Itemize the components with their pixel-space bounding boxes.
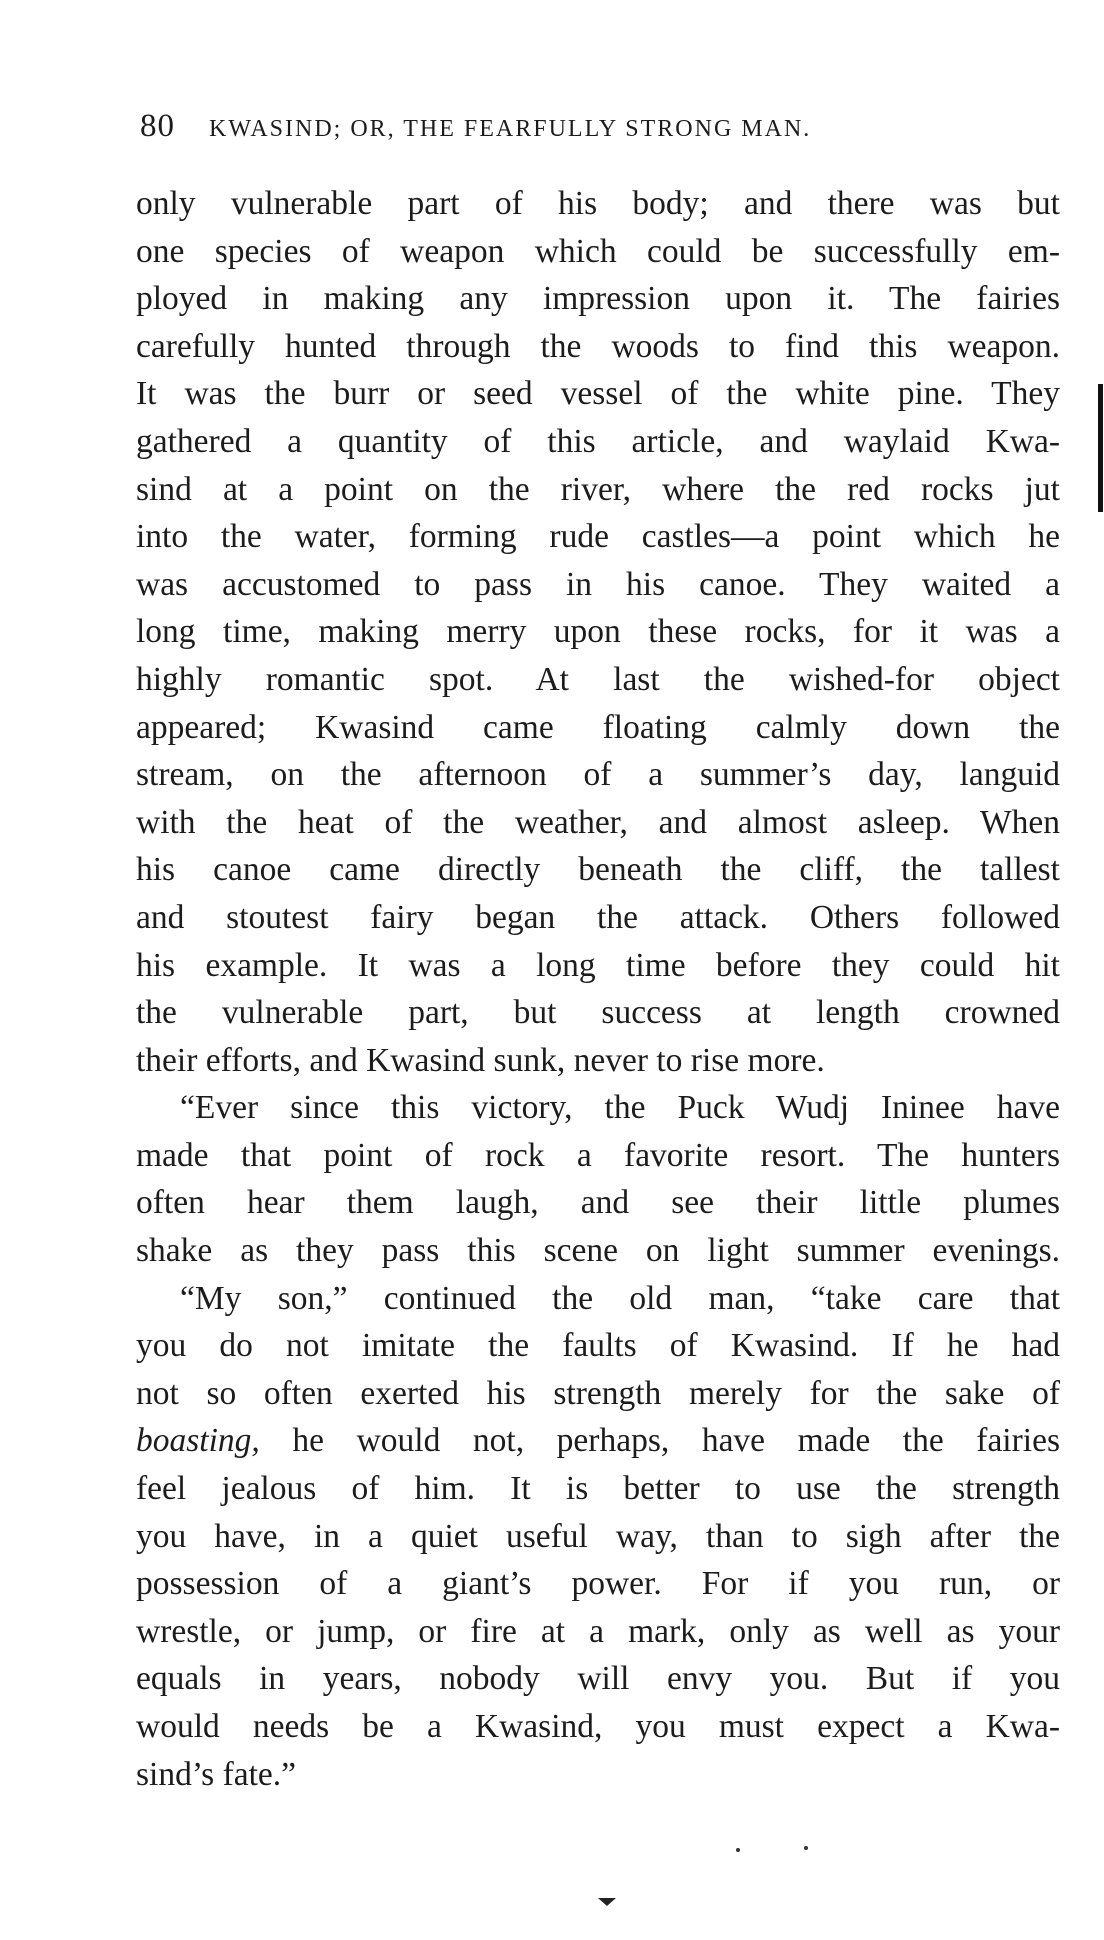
text-line: long time, making merry upon these rocks, for it was a xyxy=(136,613,1060,651)
text-line-rest: he would not, perhaps, have made the fairies xyxy=(259,1422,1060,1460)
running-head xyxy=(140,108,980,152)
running-title: KWASIND; OR, THE FEARFULLY STRONG MAN. xyxy=(209,116,812,142)
text-line: his canoe came directly beneath the cliff, the tallest xyxy=(136,851,1060,889)
text-line: gathered a quantity of this article, and waylaid Kwa- xyxy=(136,422,1060,460)
text-line: sind’s fate.” xyxy=(136,1755,297,1793)
speck xyxy=(736,1848,740,1852)
text-line: carefully hunted through the woods to find this weapon. xyxy=(136,327,1060,365)
text-line: would needs be a Kwasind, you must expect a Kwa- xyxy=(136,1708,1060,1745)
text-line: wrestle, or jump, or fire at a mark, only as well as your xyxy=(136,1612,1060,1650)
page-number: 80 xyxy=(140,108,175,144)
text-line: was accustomed to pass in his canoe. They waited a xyxy=(136,565,1060,603)
text-line: his example. It was a long time before they could hit xyxy=(136,946,1060,984)
text-line-with-italic xyxy=(136,1417,1060,1465)
text-line: “My son,” continued the old man, “take care that xyxy=(180,1279,1060,1317)
text-line: the vulnerable part, but success at length crowned xyxy=(136,994,1060,1032)
text-line: equals in years, nobody will envy you. But if you xyxy=(136,1660,1060,1698)
text-line: ployed in making any impression upon it. The fairies xyxy=(136,280,1060,318)
text-line: stream, on the afternoon of a summer’s day, languid xyxy=(136,756,1060,794)
text-line: and stoutest fairy began the attack. Others followed xyxy=(136,898,1060,936)
text-line: you have, in a quiet useful way, than to sigh after the xyxy=(136,1517,1060,1555)
text-line: highly romantic spot. At last the wished-for object xyxy=(136,660,1060,698)
text-line: often hear them laugh, and see their little plumes xyxy=(136,1184,1060,1222)
text-line: shake as they pass this scene on light summer evenings. xyxy=(136,1232,1060,1270)
speck xyxy=(804,1846,808,1850)
paragraph-2 xyxy=(136,1084,1060,1274)
body-text xyxy=(136,180,1060,1798)
text-line: appeared; Kwasind came floating calmly down the xyxy=(136,708,1060,746)
text-line: possession of a giant’s power. For if you run, or xyxy=(136,1565,1060,1603)
text-line: made that point of rock a favorite resort. The hunters xyxy=(136,1136,1060,1174)
italic-emphasis: boasting, xyxy=(136,1422,260,1460)
printer-mark-icon xyxy=(598,1897,616,1907)
text-line: “Ever since this victory, the Puck Wudj Ininee have xyxy=(180,1089,1060,1127)
text-line: not so often exerted his strength merely for the sake of xyxy=(136,1374,1060,1412)
text-line: with the heat of the weather, and almost asleep. When xyxy=(136,803,1060,841)
text-line: their efforts, and Kwasind sunk, never to rise more. xyxy=(136,1041,825,1079)
text-line: into the water, forming rude castles—a point which he xyxy=(136,518,1060,556)
print-specks xyxy=(730,1840,830,1860)
margin-mark xyxy=(1098,384,1103,512)
text-line: one species of weapon which could be successfully em- xyxy=(136,232,1060,270)
text-line: feel jealous of him. It is better to use the strength xyxy=(136,1470,1060,1508)
paragraph-1 xyxy=(136,180,1060,1084)
text-line: only vulnerable part of his body; and there was but xyxy=(136,185,1060,222)
text-line: you do not imitate the faults of Kwasind. If he had xyxy=(136,1327,1060,1365)
text-line: sind at a point on the river, where the red rocks jut xyxy=(136,470,1060,508)
text-line: It was the burr or seed vessel of the white pine. They xyxy=(136,375,1060,413)
paragraph-3 xyxy=(136,1275,1060,1799)
